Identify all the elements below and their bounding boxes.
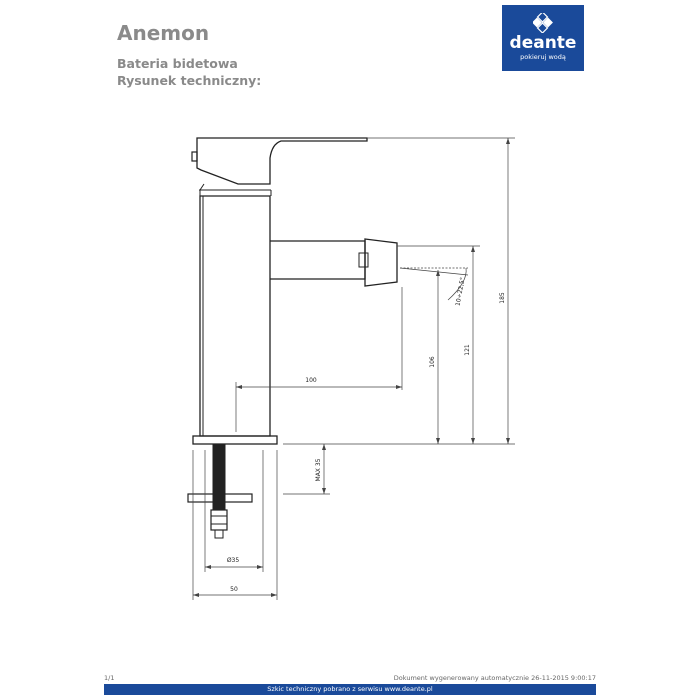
dim-121: 121 bbox=[464, 344, 471, 356]
faucet-body bbox=[200, 196, 270, 436]
dim-106: 106 bbox=[429, 356, 436, 368]
dim-100: 100 bbox=[305, 377, 317, 384]
faucet-spout bbox=[270, 241, 365, 279]
handle-knob bbox=[192, 152, 197, 161]
threaded-rod bbox=[213, 444, 225, 510]
drawing-label: Rysunek techniczny: bbox=[117, 73, 262, 88]
logo-tagline: pokieruj wodą bbox=[520, 53, 566, 61]
page-number: 1/1 bbox=[104, 674, 115, 682]
dim-185: 185 bbox=[499, 292, 506, 304]
dim-max35: MAX 35 bbox=[315, 458, 322, 482]
dim-diameter35: Ø35 bbox=[226, 557, 240, 564]
faucet-handle bbox=[197, 138, 367, 184]
spout-nozzle bbox=[365, 239, 397, 286]
footer-source-bar[interactable]: Szkic techniczny pobrano z serwisu www.deante.pl bbox=[104, 684, 596, 695]
logo-name: deante bbox=[509, 33, 577, 53]
dim-50: 50 bbox=[230, 586, 238, 593]
dim-angle: 10÷22,5° bbox=[454, 276, 467, 307]
product-type: Bateria bidetowa bbox=[117, 56, 238, 71]
base-plate bbox=[193, 436, 277, 444]
generated-note: Dokument wygenerowany automatycznie 26-11-2015 9:00:17 bbox=[393, 674, 596, 682]
product-title: Anemon bbox=[117, 21, 210, 45]
nut bbox=[211, 510, 227, 530]
